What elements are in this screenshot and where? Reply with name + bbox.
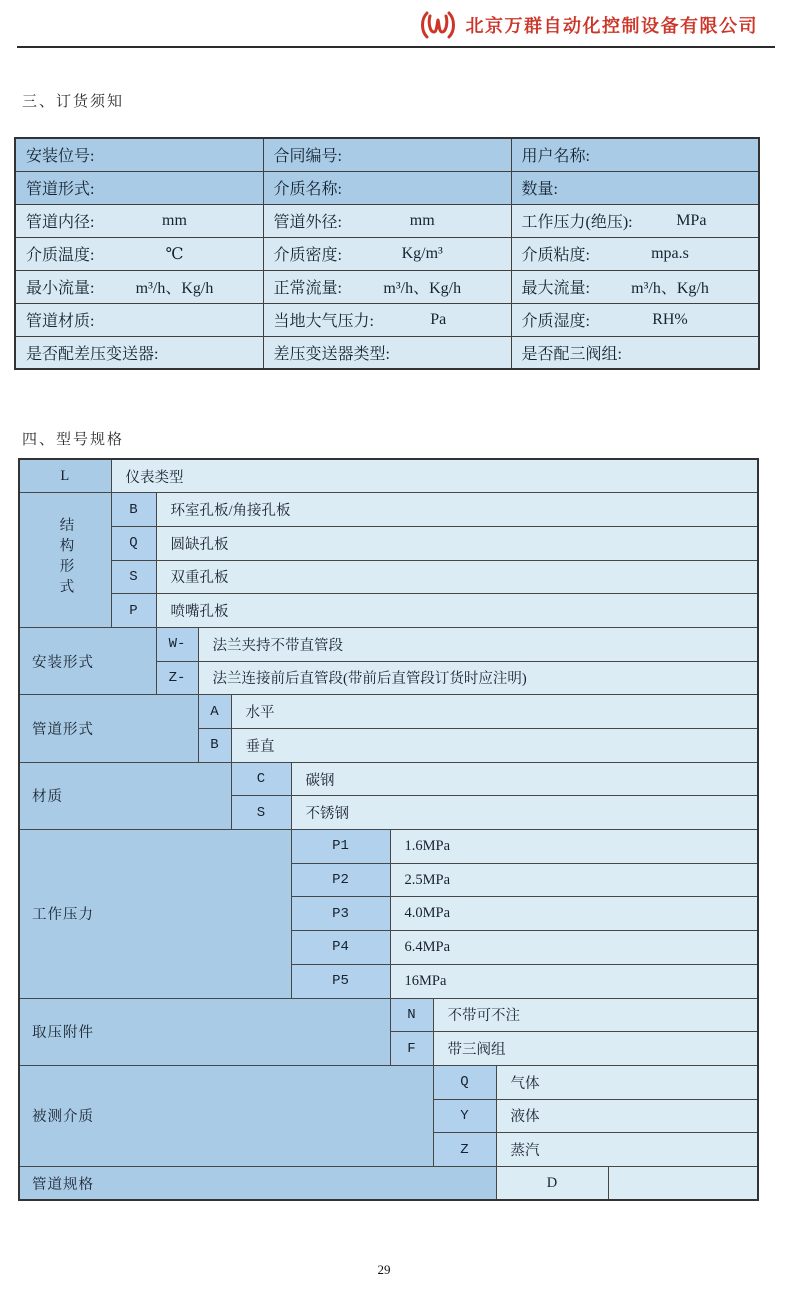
table-row: [19, 526, 758, 560]
field-label: 正常流量:: [273, 280, 342, 297]
table-row: [19, 998, 758, 1032]
order-cell: [15, 303, 263, 336]
model-code-cell: C: [231, 762, 291, 796]
table-row: [19, 1065, 758, 1099]
model-code-cell: Z-: [156, 661, 198, 695]
model-desc-cell: 16MPa: [390, 964, 758, 998]
model-code-cell: P: [111, 594, 156, 628]
order-cell: [15, 237, 263, 270]
model-desc-cell: 带三阀组: [433, 1032, 758, 1066]
model-group-label: 材质: [19, 762, 231, 829]
field-label: 介质温度:: [26, 247, 95, 264]
order-cell: [511, 171, 759, 204]
model-desc-cell: 6.4MPa: [390, 931, 758, 965]
model-desc-cell: 圆缺孔板: [156, 526, 758, 560]
field-label: 当地大气压力:: [273, 313, 374, 330]
model-code-cell: N: [390, 998, 433, 1032]
order-cell: [15, 138, 263, 171]
field-unit: mm: [162, 211, 187, 229]
field-unit: RH%: [652, 310, 688, 328]
model-desc-cell: 1.6MPa: [390, 830, 758, 864]
field-unit: mpa.s: [651, 244, 689, 262]
model-code-cell: Q: [433, 1065, 496, 1099]
field-label: 工作压力(绝压):: [521, 214, 633, 231]
order-cell: [263, 138, 511, 171]
field-label: 合同编号:: [273, 148, 342, 166]
table-row: [19, 762, 758, 796]
company-name: 北京万群自动化控制设备有限公司: [465, 16, 758, 36]
model-desc-cell: 不锈钢: [291, 796, 758, 830]
model-desc-cell: 仪表类型: [111, 459, 758, 493]
table-row: [15, 171, 759, 204]
field-label: 管道外径:: [273, 214, 342, 231]
field-label: 最小流量:: [26, 280, 95, 297]
model-code-cell: S: [231, 796, 291, 830]
model-code-cell: P5: [291, 964, 390, 998]
field-label: 管道内径:: [26, 214, 95, 231]
model-desc-cell: 不带可不注: [433, 998, 758, 1032]
table-row: [15, 303, 759, 336]
field-label: 是否配三阀组:: [521, 345, 622, 363]
field-label: 是否配差压变送器:: [26, 345, 159, 363]
model-code-cell: B: [198, 729, 231, 763]
table-row: [15, 204, 759, 237]
header-divider: [17, 46, 775, 48]
model-group-label: 管道形式: [19, 695, 198, 762]
company-logo-icon: [419, 10, 457, 40]
model-code-cell: P1: [291, 830, 390, 864]
model-desc-cell: 液体: [496, 1099, 758, 1133]
field-label: 用户名称:: [521, 148, 590, 166]
field-label: 数量:: [521, 181, 558, 198]
pipe-spec-code-cell: D: [496, 1166, 608, 1200]
order-cell: [511, 138, 759, 171]
model-desc-cell: 法兰连接前后直管段(带前后直管段订货时应注明): [198, 661, 758, 695]
model-group-label: 安装形式: [19, 627, 156, 694]
table-row: [15, 237, 759, 270]
model-group-label: [19, 493, 111, 628]
field-unit: m³/h、Kg/h: [631, 280, 709, 297]
field-unit: ℃: [165, 245, 184, 263]
page-number: 29: [377, 1262, 391, 1277]
model-group-label: 管道规格: [19, 1166, 496, 1200]
order-cell: [511, 270, 759, 303]
field-label: 介质名称:: [273, 181, 342, 198]
model-code-cell: P4: [291, 931, 390, 965]
order-cell: [263, 270, 511, 303]
order-cell: [263, 204, 511, 237]
model-code-cell: P2: [291, 863, 390, 897]
model-desc-cell: 2.5MPa: [390, 863, 758, 897]
field-label: 介质湿度:: [521, 313, 590, 330]
order-cell: [15, 336, 263, 369]
model-desc-cell: 双重孔板: [156, 560, 758, 594]
model-code-cell: F: [390, 1032, 433, 1066]
table-row: [15, 138, 759, 171]
order-cell: [511, 204, 759, 237]
field-label: 安装位号:: [26, 148, 95, 166]
model-desc-cell: 蒸汽: [496, 1133, 758, 1167]
field-label: 差压变送器类型:: [273, 345, 390, 363]
model-code-cell: W-: [156, 627, 198, 661]
model-section-title: 四、型号规格: [22, 432, 125, 448]
field-unit: mm: [409, 211, 435, 229]
model-desc-cell: 4.0MPa: [390, 897, 758, 931]
model-spec-table: [18, 458, 759, 1201]
field-label: 管道材质:: [26, 313, 95, 330]
table-row: [19, 459, 758, 493]
order-cell: [511, 237, 759, 270]
ordering-section-title: 三、订货须知: [22, 94, 125, 110]
model-code-cell: P3: [291, 897, 390, 931]
order-cell: [263, 336, 511, 369]
order-cell: [263, 171, 511, 204]
field-unit: MPa: [676, 211, 707, 229]
model-code-cell: Y: [433, 1099, 496, 1133]
model-code-cell: L: [19, 459, 111, 493]
group-label-text: 结构形式: [57, 516, 74, 599]
model-desc-cell: 水平: [231, 695, 758, 729]
order-cell: [511, 303, 759, 336]
order-cell: [15, 171, 263, 204]
field-label: 管道形式:: [26, 181, 95, 198]
model-group-label: 被测介质: [19, 1065, 433, 1166]
model-desc-cell: 环室孔板/角接孔板: [156, 493, 758, 527]
table-row: [19, 594, 758, 628]
order-cell: [15, 270, 263, 303]
table-row: [15, 270, 759, 303]
page-header: [419, 10, 759, 40]
field-label: 最大流量:: [521, 280, 590, 297]
model-code-cell: Z: [433, 1133, 496, 1167]
field-unit: m³/h、Kg/h: [135, 280, 214, 297]
field-unit: m³/h、Kg/h: [383, 280, 462, 297]
model-group-label: 取压附件: [19, 998, 390, 1065]
order-cell: [263, 237, 511, 270]
order-cell: [263, 303, 511, 336]
table-row: [19, 493, 758, 527]
model-group-label: 工作压力: [19, 830, 291, 998]
order-cell: [511, 336, 759, 369]
table-row: [19, 627, 758, 661]
field-label: 介质粘度:: [521, 247, 590, 264]
table-row: [15, 336, 759, 369]
order-cell: [15, 204, 263, 237]
table-row: [19, 1166, 758, 1200]
table-row: [19, 695, 758, 729]
model-desc-cell: 喷嘴孔板: [156, 594, 758, 628]
table-row: [19, 560, 758, 594]
model-desc-cell: 碳钢: [291, 762, 758, 796]
model-code-cell: A: [198, 695, 231, 729]
model-desc-cell: 法兰夹持不带直管段: [198, 627, 758, 661]
table-row: [19, 830, 758, 864]
model-desc-cell: 气体: [496, 1065, 758, 1099]
ordering-table: [14, 137, 760, 370]
field-unit: Kg/m³: [401, 244, 443, 262]
field-label: 介质密度:: [273, 247, 342, 264]
field-unit: Pa: [430, 310, 447, 328]
model-desc-cell: 垂直: [231, 729, 758, 763]
model-code-cell: Q: [111, 526, 156, 560]
model-code-cell: S: [111, 560, 156, 594]
model-code-cell: B: [111, 493, 156, 527]
pipe-spec-value-cell: [608, 1166, 758, 1200]
